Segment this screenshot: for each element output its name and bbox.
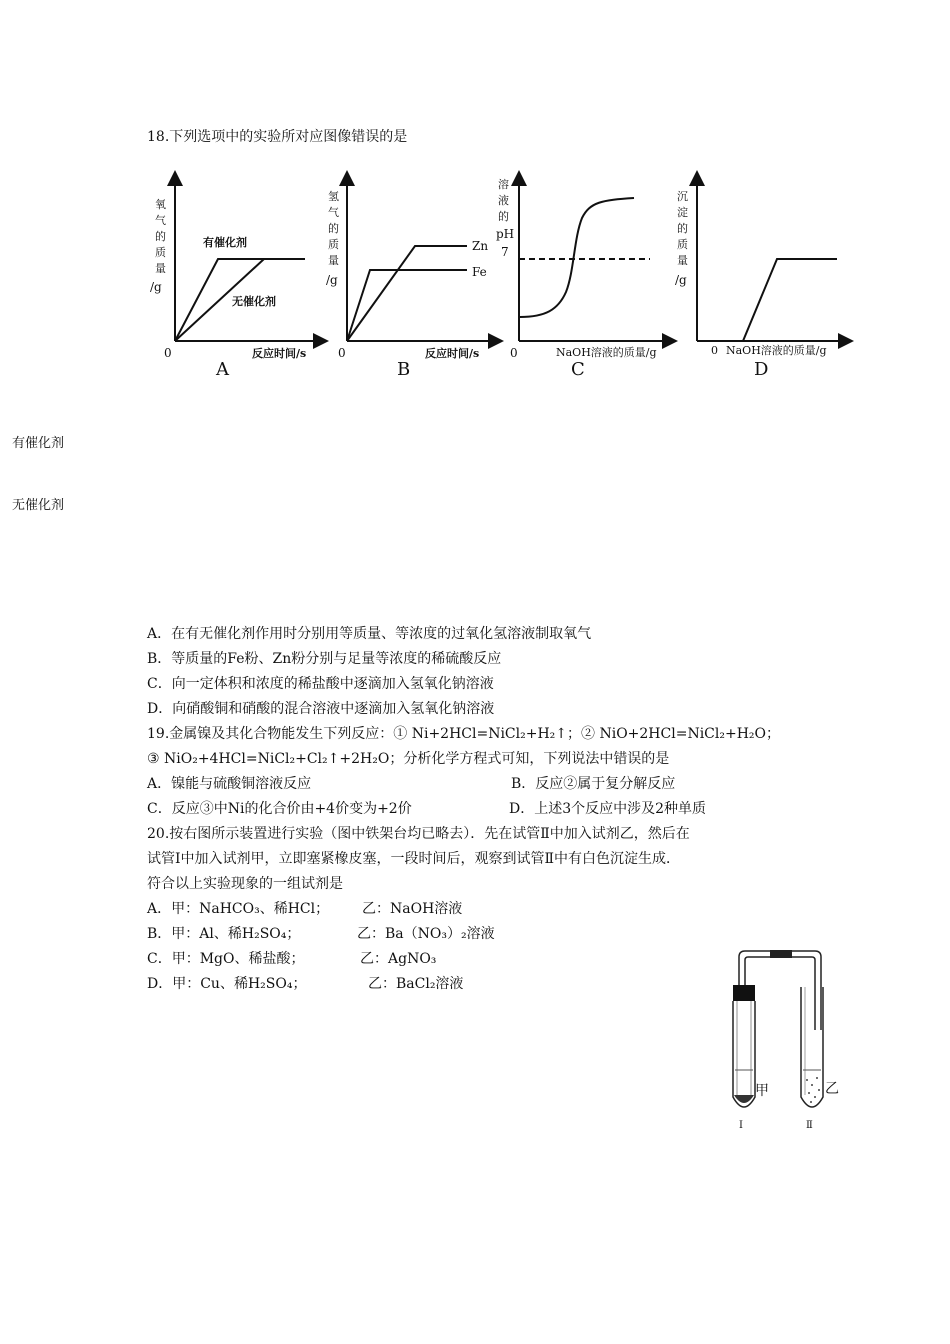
- graph-c-origin: 0: [510, 346, 518, 360]
- graph-c-ph7-label: 7: [501, 245, 509, 259]
- graph-d-xlabel: NaOH溶液的质量/g: [726, 344, 827, 357]
- svg-text:/g: /g: [675, 273, 687, 287]
- q18-graphs: [140, 160, 870, 390]
- svg-text:量: 量: [328, 254, 339, 267]
- graph-c: [496, 174, 674, 380]
- q18-option-d: D．向硝酸铜和硝酸的混合溶液中逐滴加入氢氧化钠溶液: [147, 701, 495, 717]
- svg-text:质: 质: [677, 238, 688, 251]
- svg-text:淀: 淀: [677, 206, 688, 219]
- q20-option-d-jia: D．甲：Cu、稀H₂SO₄；: [147, 976, 307, 992]
- tube-1-reagent-label: 甲: [755, 1083, 769, 1099]
- graph-b-xlabel: 反应时间/s: [425, 347, 480, 360]
- svg-text:pH: pH: [496, 227, 515, 241]
- q18-option-c: C．向一定体积和浓度的稀盐酸中逐滴加入氢氧化钠溶液: [147, 676, 494, 692]
- svg-text:沉: 沉: [677, 190, 688, 203]
- svg-text:/g: /g: [326, 273, 338, 287]
- q19-option-a: A．镍能与硫酸铜溶液反应: [147, 776, 312, 792]
- q19-option-b: B．反应②属于复分解反应: [511, 776, 676, 792]
- graph-a-label-nocatalyst: 无催化剂: [232, 295, 276, 308]
- graph-d-origin: 0: [711, 344, 718, 357]
- graph-a-ylabel: [150, 197, 166, 294]
- graph-c-ylabel: [496, 177, 514, 241]
- q20-option-d-yi: 乙：BaCl₂溶液: [368, 976, 464, 992]
- svg-text:气: 气: [328, 206, 339, 219]
- svg-text:的: 的: [677, 222, 688, 235]
- svg-text:液: 液: [498, 194, 509, 207]
- graph-a-letter: A: [216, 359, 229, 380]
- graph-d-ylabel: [675, 190, 688, 287]
- graph-b-ylabel: [326, 189, 339, 287]
- graph-a: [150, 174, 325, 380]
- graph-c-letter: C: [571, 359, 585, 380]
- tube-2-reagent-label: 乙: [825, 1081, 839, 1097]
- q20-apparatus-diagram: [715, 945, 855, 1135]
- graph-b-zn-line: [347, 246, 467, 341]
- svg-text:/g: /g: [150, 280, 162, 294]
- graph-b-letter: B: [397, 359, 411, 380]
- tube-1-stopper: [733, 985, 755, 1001]
- graph-a-label-catalyst: 有催化剂: [203, 236, 247, 249]
- svg-text:气: 气: [155, 214, 166, 227]
- svg-text:量: 量: [677, 254, 688, 267]
- graph-d-precipitate-line: [697, 259, 837, 341]
- svg-text:的: 的: [328, 222, 339, 235]
- q20-option-a-jia: A．甲：NaHCO₃、稀HCl；: [147, 901, 330, 917]
- graph-c-xlabel: NaOH溶液的质量/g: [556, 346, 657, 359]
- q19-stem-line2: ③ NiO₂+4HCl=NiCl₂+Cl₂↑+2H₂O；分析化学方程式可知，下列说法中错误的是: [147, 751, 670, 767]
- q19-option-c: C．反应③中Ni的化合价由+4价变为+2价: [147, 801, 412, 817]
- graph-a-origin: 0: [164, 346, 172, 360]
- q19-stem-line1: 19.金属镍及其化合物能发生下列反应：① Ni+2HCl=NiCl₂+H₂↑；② NiO+2HCl=NiCl₂+H₂O；: [147, 726, 780, 742]
- tube-1: [733, 1001, 755, 1107]
- svg-text:质: 质: [155, 246, 166, 259]
- graph-b-fe-label: Fe: [472, 265, 487, 279]
- q19-option-d: D．上述3个反应中涉及2种单质: [509, 801, 707, 817]
- tube-2: [801, 987, 823, 1107]
- stray-label-nocatalyst: 无催化剂: [12, 498, 65, 513]
- stray-label-catalyst: 有催化剂: [12, 436, 65, 451]
- q20-option-c-yi: 乙：AgNO₃: [360, 951, 437, 967]
- q20-option-b-yi: 乙：Ba（NO₃）₂溶液: [357, 926, 495, 942]
- svg-text:溶: 溶: [498, 178, 509, 191]
- graph-b: [326, 174, 500, 380]
- q18-option-b: B．等质量的Fe粉、Zn粉分别与足量等浓度的稀硫酸反应: [147, 651, 502, 667]
- graph-b-origin: 0: [338, 346, 346, 360]
- graph-b-fe-line: [347, 270, 467, 341]
- q18-stem: 18.下列选项中的实验所对应图像错误的是: [147, 129, 408, 145]
- svg-text:氧: 氧: [155, 198, 166, 211]
- graph-d: [675, 174, 850, 380]
- graph-c-ph-curve: [520, 198, 634, 317]
- svg-text:量: 量: [155, 262, 166, 275]
- svg-text:的: 的: [498, 210, 509, 223]
- graph-b-zn-label: Zn: [472, 239, 489, 253]
- q20-option-c-jia: C．甲：MgO、稀盐酸；: [147, 951, 305, 967]
- q18-option-a: A．在有无催化剂作用时分别用等质量、等浓度的过氧化氢溶液制取氧气: [147, 626, 592, 642]
- svg-text:的: 的: [155, 230, 166, 243]
- tube-1-label: Ⅰ: [739, 1120, 743, 1131]
- graph-a-xlabel: 反应时间/s: [252, 347, 307, 360]
- tube-2-label: Ⅱ: [806, 1120, 813, 1131]
- graph-d-letter: D: [754, 359, 769, 380]
- svg-text:质: 质: [328, 238, 339, 251]
- q20-option-b-jia: B．甲：Al、稀H₂SO₄；: [147, 926, 301, 942]
- q20-stem-line2: 试管Ⅰ中加入试剂甲，立即塞紧橡皮塞，一段时间后，观察到试管Ⅱ中有白色沉淀生成．: [147, 851, 681, 867]
- q20-stem-line3: 符合以上实验现象的一组试剂是: [147, 876, 343, 892]
- q20-option-a-yi: 乙：NaOH溶液: [362, 901, 463, 917]
- q20-stem-line1: 20.按右图所示装置进行实验（图中铁架台均已略去）．先在试管Ⅱ中加入试剂乙，然后在: [147, 826, 690, 842]
- svg-text:氢: 氢: [328, 190, 339, 203]
